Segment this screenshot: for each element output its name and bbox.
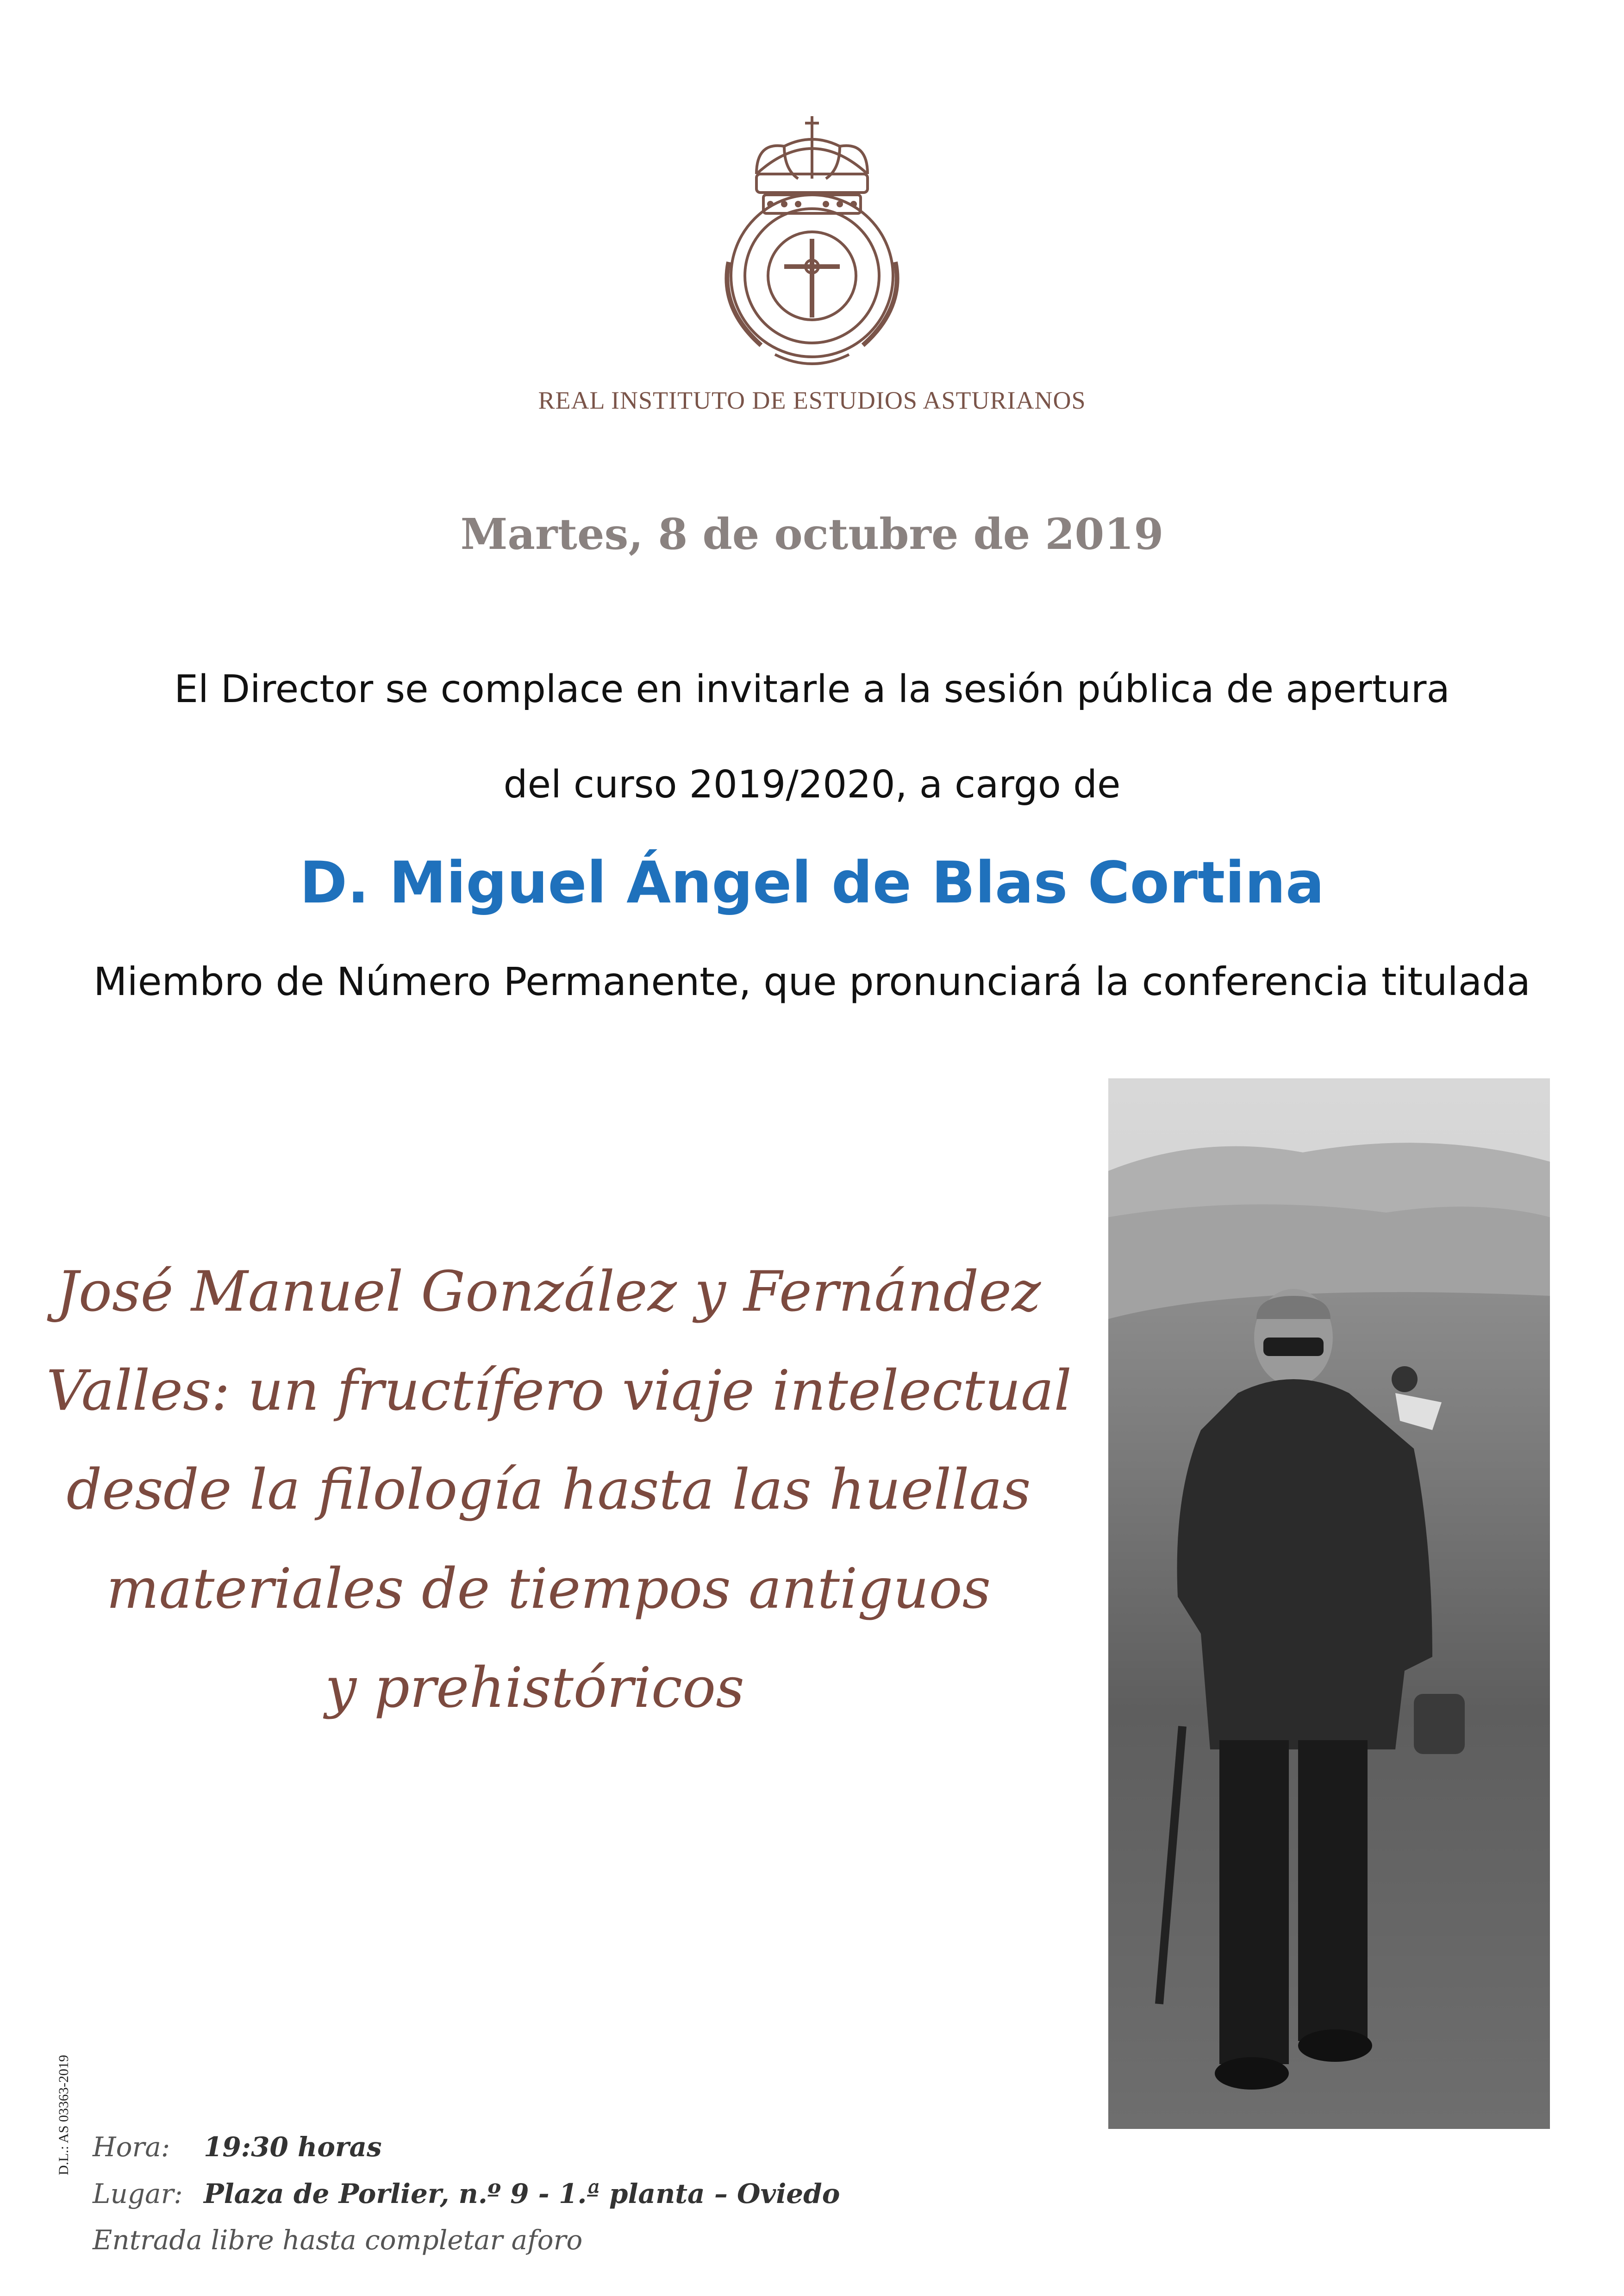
- lecture-title-line: Valles: un fructífero viaje intelectual: [46, 1359, 1072, 1423]
- entrada-note: Entrada libre hasta completar aforo: [93, 2224, 583, 2256]
- speaker-name: D. Miguel Ángel de Blas Cortina: [300, 850, 1324, 916]
- lecture-title: [46, 1243, 1072, 1738]
- invitation-line-2: del curso 2019/2020, a cargo de: [503, 763, 1121, 807]
- speaker-role: Miembro de Número Permanente, que pronunciará la conferencia titulada: [93, 959, 1531, 1004]
- lecture-title-line: desde la filología hasta las huellas: [66, 1458, 1031, 1522]
- event-date: Martes, 8 de octubre de 2019: [460, 509, 1164, 559]
- lecture-title-line: José Manuel González y Fernández: [56, 1260, 1041, 1324]
- institute-name: REAL INSTITUTO DE ESTUDIOS ASTURIANOS: [538, 386, 1086, 414]
- invitation-line-1: El Director se complace en invitarle a la sesión pública de apertura: [174, 667, 1450, 711]
- hora-value: 19:30 horas: [204, 2131, 382, 2163]
- coat-of-arms-icon: [706, 114, 918, 378]
- lecture-title-line: materiales de tiempos antiguos: [106, 1557, 991, 1621]
- lugar-label: Lugar:: [93, 2178, 183, 2209]
- lugar-value: Plaza de Porlier, n.º 9 - 1.ª planta – Oviedo: [204, 2178, 840, 2209]
- lecture-title-line: y prehistóricos: [325, 1656, 744, 1720]
- hora-label: Hora:: [93, 2131, 170, 2163]
- speaker-photo: [1108, 1078, 1550, 2129]
- lugar-row: [93, 2178, 840, 2209]
- hora-row: [93, 2131, 382, 2163]
- deposito-legal: D.L.: AS 03363-2019: [56, 2054, 71, 2176]
